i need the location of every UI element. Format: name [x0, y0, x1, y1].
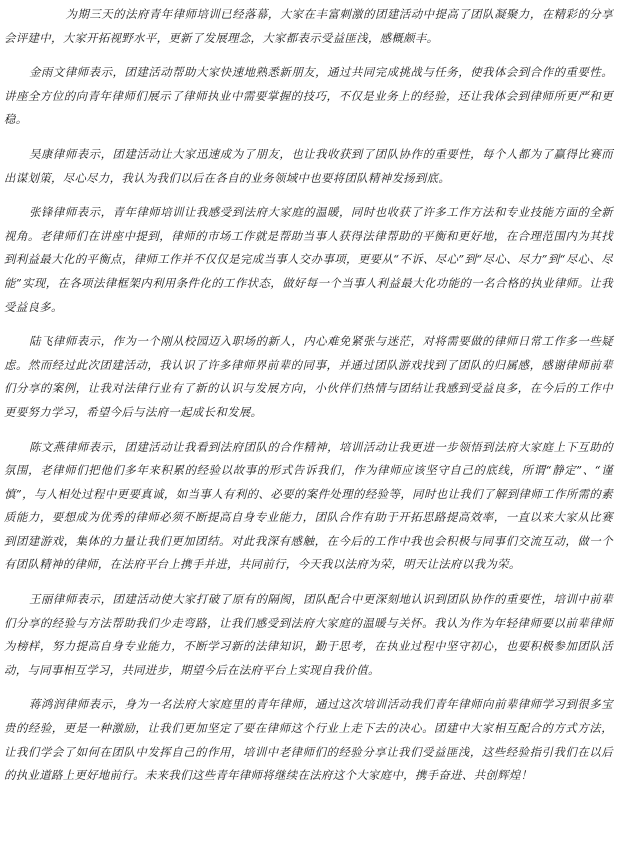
paragraph-zhang-feng: 张锋律师表示，青年律师培训让我感受到法府大家庭的温暖，同时也收获了许多工作方法和专业技能方面的全新视角。老律师们在讲座中提到，律师的市场工作就是帮助当事人获得法律帮助的平衡和更好地，在合理范围内为其找到利益最大化的平衡点，律师工作并不仅仅是完成当事人交办事项，更要从“不诉、尽心”到“尽心、尽力”到“尽心、尽能”实现，在各项法律框架内利用条件化的工作状态，做好每一个当事人利益最大化功能的一名合格的执业律师。让我受益良多。	[4, 205, 613, 314]
paragraph-jiang-hongrun: 蒋鸿润律师表示，身为一名法府大家庭里的青年律师，通过这次培训活动我们青年律师向前辈律师学习到很多宝贵的经验，更是一种激励，让我们更加坚定了要在律师这个行业上走下去的决心。团建中大家相互配合的方式方法，让我们学会了如何在团队中发挥自己的作用，培训中老律师们的经验分享让我们受益匪浅，这些经验指引我们在以后的执业道路上更好地前行。未来我们这些青年律师将继续在法府这个大家庭中，携手奋进、共创辉煌！	[4, 697, 613, 783]
paragraph-training-summary: 为期三天的法府青年律师培训已经落幕，大家在丰富刺激的团建活动中提高了团队凝聚力，在精彩的分享会评建中，大家开拓视野水平，更新了发展理念，大家都表示受益匪浅，感概颇丰。	[4, 7, 613, 45]
paragraph-wang-li: 王丽律师表示，团建活动使大家打破了原有的隔阂，团队配合中更深刻地认识到团队协作的重要性，培训中前辈们分享的经验与方法帮助我们少走弯路，让我们感受到法府大家庭的温暖与关怀。我认为作为年轻律师要以前辈律师为榜样，努力提高自身专业能力，不断学习新的法律知识，勤于思考，在执业过程中坚守初心，也要积极参加团队活动，与同事相互学习，共同进步，期望今后在法府平台上实现自我价值。	[4, 592, 613, 677]
paragraph-wu-kang: 吴康律师表示，团建活动让大家迅速成为了朋友，也让我收获到了团队协作的重要性，每个人都为了赢得比赛而出谋划策，尽心尽力，我认为我们以后在各自的业务领域中也要将团队精神发扬到底。	[4, 146, 613, 185]
paragraph-chen-wenyan: 陈文燕律师表示，团建活动让我看到法府团队的合作精神，培训活动让我更进一步领悟到法府大家庭上下互助的氛围，老律师们把他们多年来积累的经验以故事的形式告诉我们，作为律师应该坚守自己的底线，所谓“静定”、“谨慎”，与人相处过程中更要真诚，如当事人有利的、必要的案件处理的经验等，同时也让我们了解到律师工作所需的素质能力，要想成为优秀的律师必须不断提高自身专业能力，团队合作有助于开拓思路提高效率，一直以来大家从比赛到团建游戏，集体的力量让我们更加团结。对此我深有感触，在今后的工作中我也会积极与同事们交流互动，做一个有团队精神的律师，在法府平台上携手并进，共同前行，今天我以法府为荣，明天让法府以我为荣。	[4, 439, 613, 572]
paragraph-jin-yuwen: 金雨文律师表示，团建活动帮助大家快速地熟悉新朋友，通过共同完成挑战与任务，使我体会到合作的重要性。讲座全方位的向青年律师们展示了律师执业中需要掌握的技巧，不仅是业务上的经验，还让我体会到律师所更严和更稳。	[4, 65, 613, 127]
paragraph-lu-fei: 陆飞律师表示，作为一个刚从校园迈入职场的新人，内心难免紧张与迷茫，对将需要做的律师日常工作多一些疑虑。然而经过此次团建活动，我认识了许多律师界前辈的同事，并通过团队游戏找到了团队的归属感，感谢律师前辈们分享的案例，让我对法律行业有了新的认识与发展方向，小伙伴们热情与团结让我感到受益良多，在今后的工作中更要努力学习，希望今后与法府一起成长和发展。	[4, 334, 613, 419]
